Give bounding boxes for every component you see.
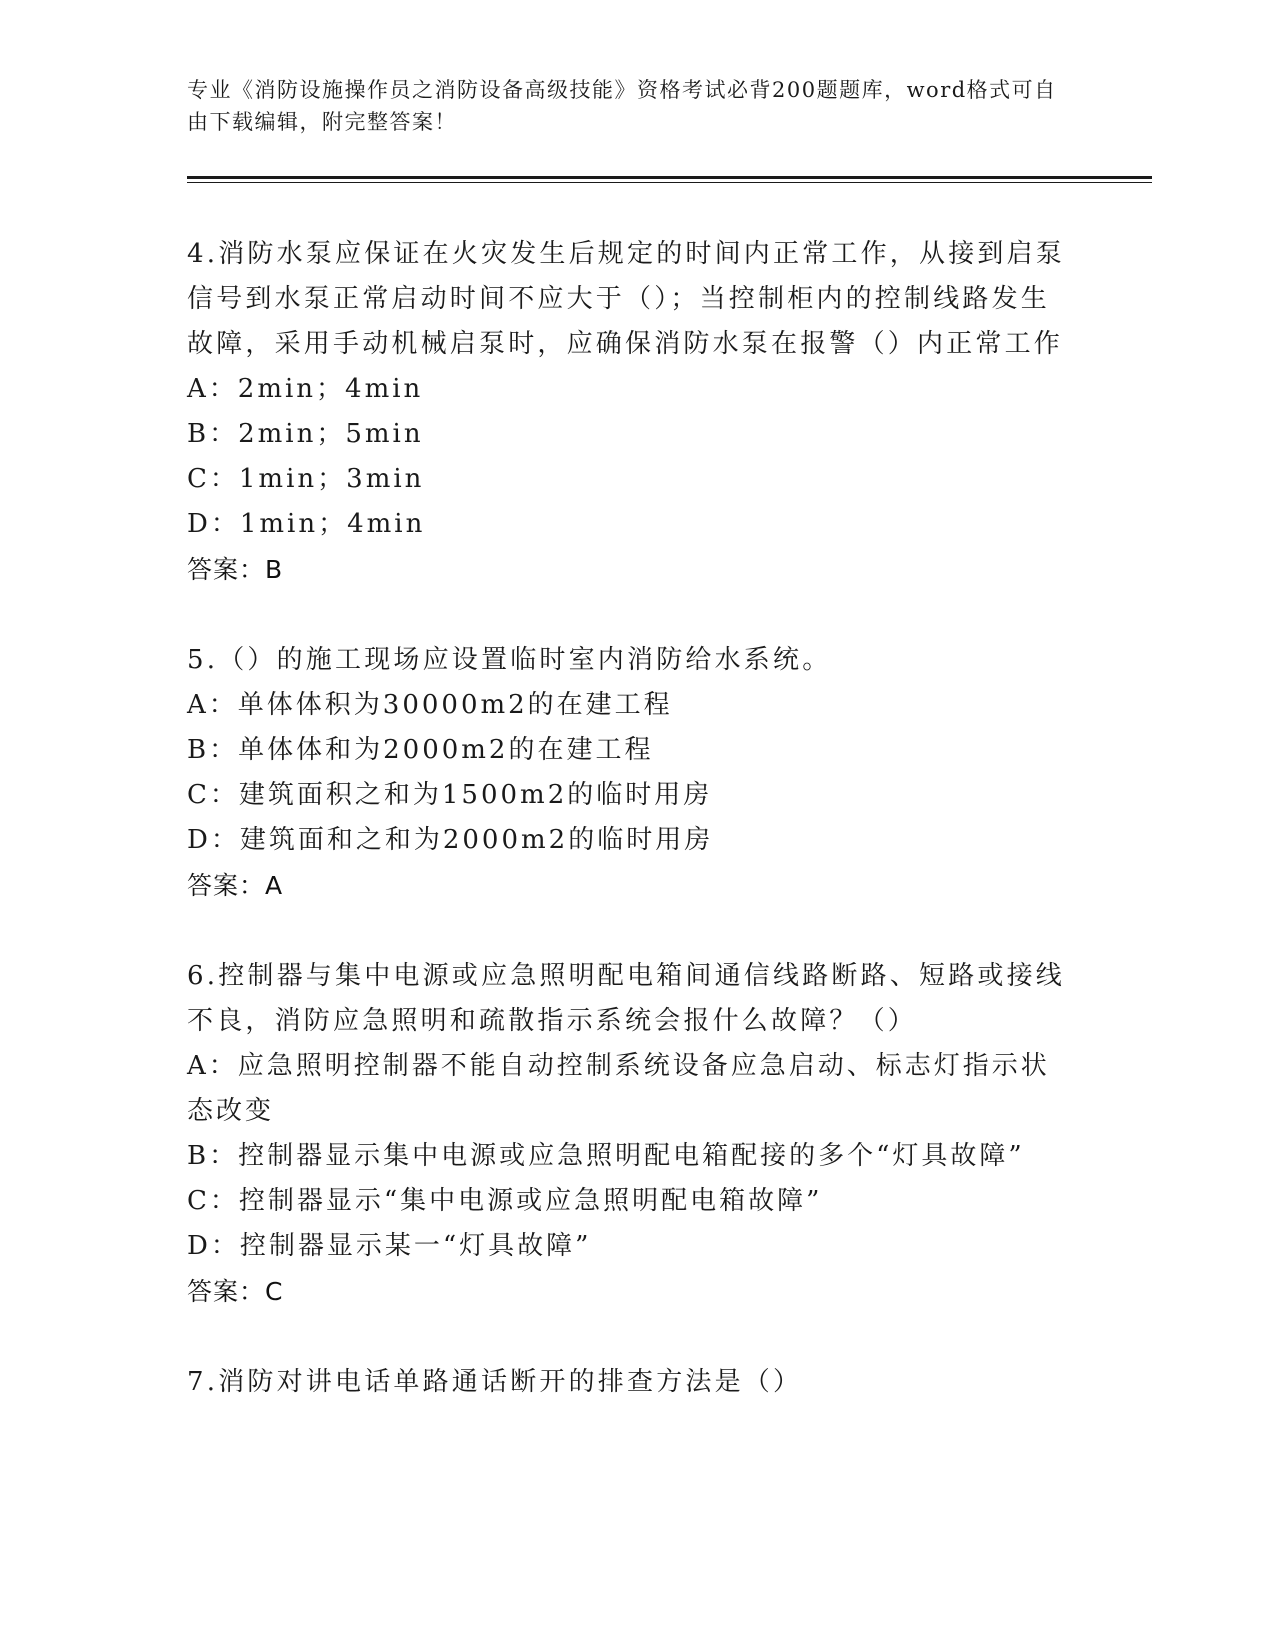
question-stem: 7.消防对讲电话单路通话断开的排查方法是（） [187,1367,803,1397]
option-c: C：控制器显示“集中电源或应急照明配电箱故障” [187,1186,823,1216]
question-4 [187,232,1077,592]
option-b: B：2min；5min [187,419,424,449]
question-7 [187,1360,1077,1405]
question-list [187,232,1077,1451]
option-d: D：1min；4min [187,509,426,539]
answer-line: 答案：A [187,871,284,900]
option-c: C：建筑面积之和为1500m2的临时用房 [187,780,713,810]
option-b: B：控制器显示集中电源或应急照明配电箱配接的多个“灯具故障” [187,1141,1025,1171]
question-6 [187,954,1077,1314]
option-b: B：单体体和为2000m2的在建工程 [187,735,654,765]
question-stem: 5.（）的施工现场应设置临时室内消防给水系统。 [187,645,832,675]
question-5 [187,638,1077,908]
option-d: D：建筑面和之和为2000m2的临时用房 [187,825,714,855]
question-stem: 6.控制器与集中电源或应急照明配电箱间通信线路断路、短路或接线不良，消防应急照明和疏散指示系统会报什么故障？（） [187,961,1066,1036]
header-divider-thick [187,176,1152,179]
question-stem: 4.消防水泵应保证在火灾发生后规定的时间内正常工作，从接到启泵信号到水泵正常启动时间不应大于（）；当控制柜内的控制线路发生故障，采用手动机械启泵时，应确保消防水泵在报警（）内正常工作 [187,239,1066,359]
header-divider-thin [187,182,1152,183]
option-a: A：应急照明控制器不能自动控制系统设备应急启动、标志灯指示状态改变 [187,1051,1050,1126]
option-d: D：控制器显示某一“灯具故障” [187,1231,592,1261]
answer-line: 答案：B [187,555,284,584]
option-a: A：单体体积为30000m2的在建工程 [187,690,673,720]
option-a: A：2min；4min [187,374,424,404]
option-c: C：1min；3min [187,464,425,494]
document-header: 专业《消防设施操作员之消防设备高级技能》资格考试必背200题题库，word格式可自由下载编辑，附完整答案！ [187,78,1057,134]
answer-line: 答案：C [187,1277,284,1306]
